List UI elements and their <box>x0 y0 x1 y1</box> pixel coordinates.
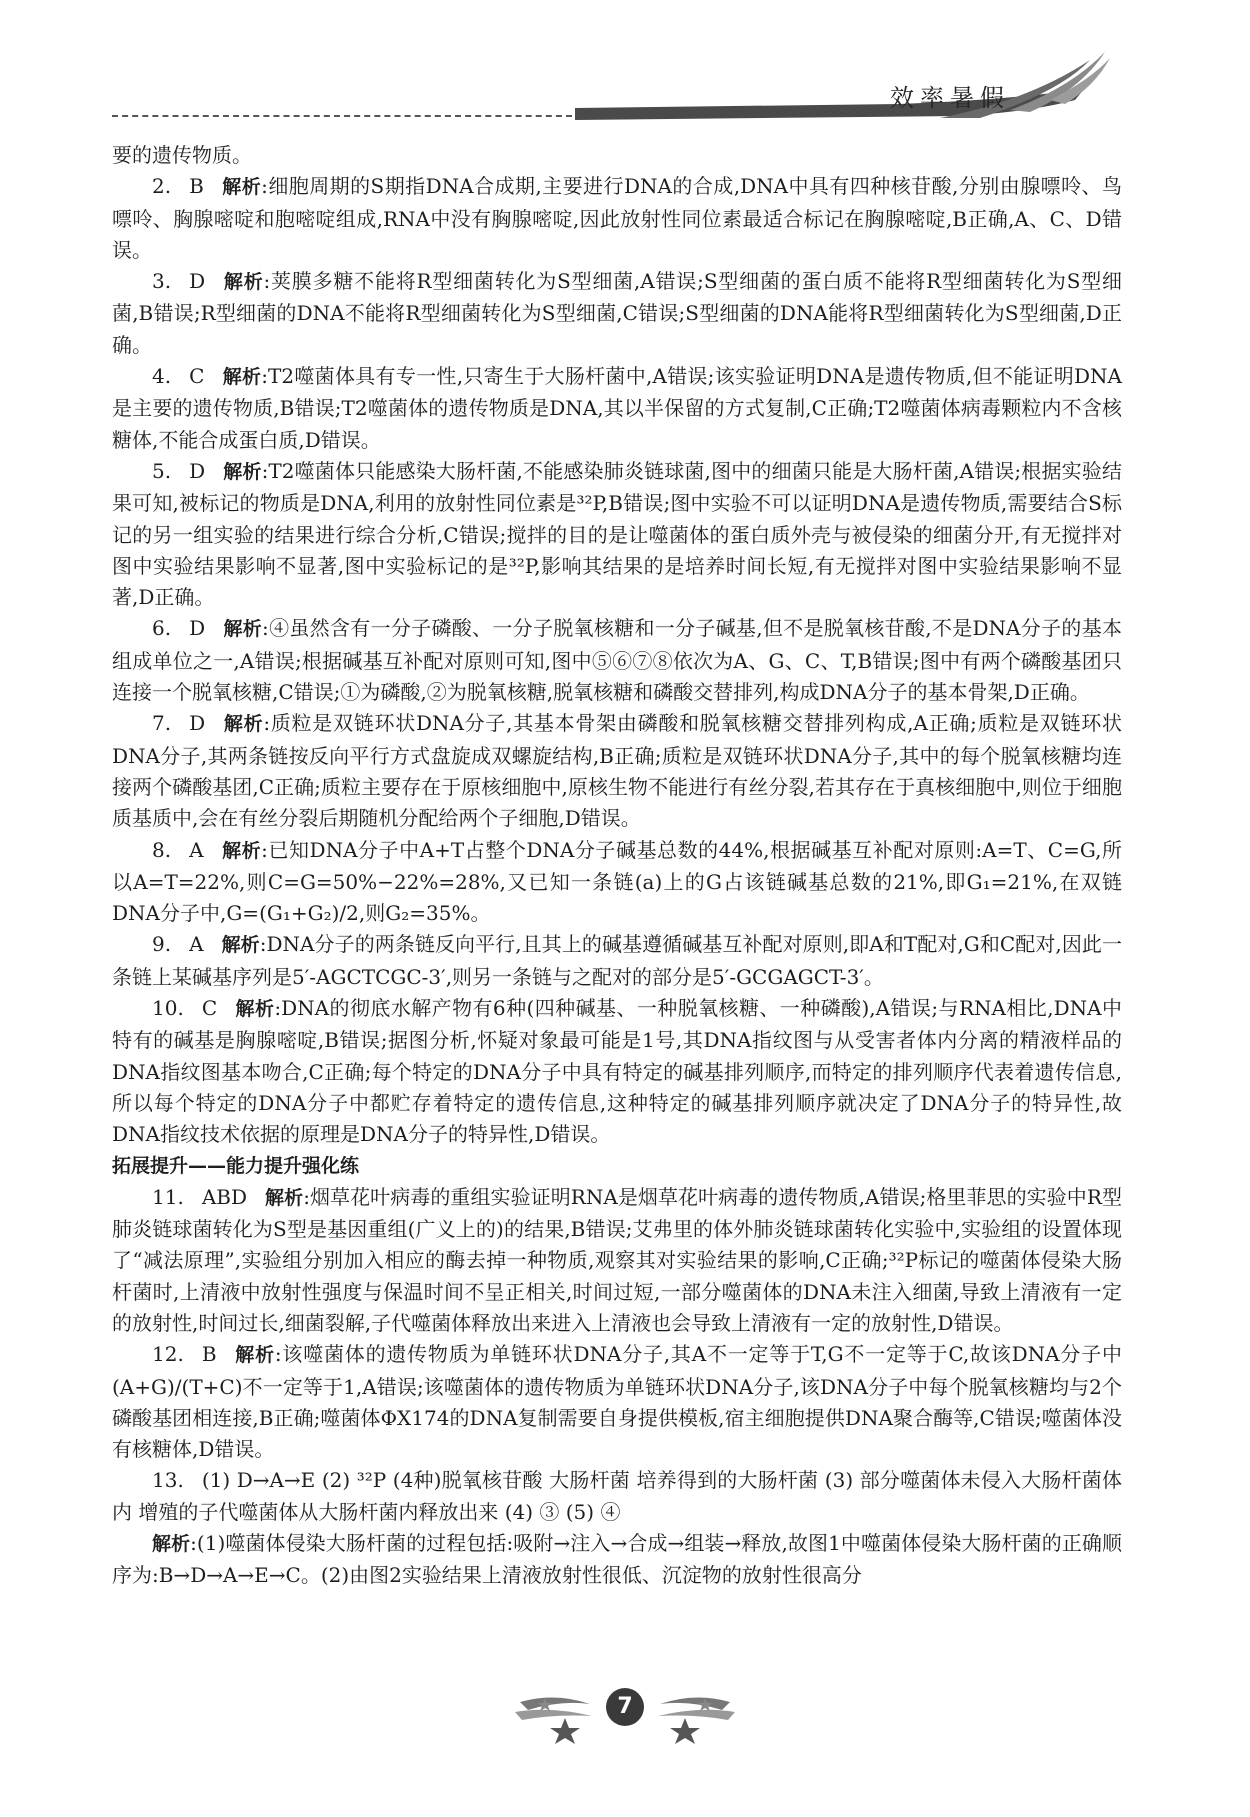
answer-item-8: 8. A 解析:已知DNA分子中A+T占整个DNA分子碱基总数的44%,根据碱基互补配对原则:A=T、C=G,所以A=T=22%,则C=G=50%−22%=28%,又已知一条链(a)上的G占该链碱基总数的21%,即G₁=21%,在双链DNA分子中,G=(G₁+G₂)/2,则G₂=35%。 <box>112 837 1122 926</box>
answer-item-3: 3. D 解析:荚膜多糖不能将R型细菌转化为S型细菌,A错误;S型细菌的蛋白质不能将R型细菌转化为S型细菌,B错误;R型细菌的DNA不能将R型细菌转化为S型细菌,C错误;S型细菌的DNA能将R型细菌转化为S型细菌,D正确。 <box>112 269 1122 357</box>
answer-item-10: 10. C 解析:DNA的彻底水解产物有6种(四种碱基、一种脱氧核糖、一种磷酸),A错误;与RNA相比,DNA中特有的碱基是胸腺嘧啶,B错误;据图分析,怀疑对象最可能是1号,其DNA指纹图与从受害者体内分离的精液样品的DNA指纹图基本吻合,C正确;每个特定的DNA分子中具有特定的碱基排列顺序,而特定的排列顺序代表着遗传信息,所以每个特定的DNA分子中都贮存着特定的遗传信息,这种特定的碱基排列顺序就决定了DNA分子的特异性,故DNA指纹技术依据的原理是DNA分子的特异性,D错误。 <box>112 996 1122 1147</box>
answer-item-13: 13. (1) D→A→E (2) ³²P (4种)脱氧核苷酸 大肠杆菌 培养得到的大肠杆菌 (3) 部分噬菌体未侵入大肠杆菌体内 增殖的子代噬菌体从大肠杆菌内释放出来 (4) ③ (5) ④ <box>112 1468 1122 1524</box>
answer-item-13-analysis: 解析:(1)噬菌体侵染大肠杆菌的过程包括:吸附→注入→合成→组装→释放,故图1中噬菌体侵染大肠杆菌的正确顺序为:B→D→A→E→C。(2)由图2实验结果上清液放射性很低、沉淀物的放射性很高分 <box>112 1531 1122 1588</box>
page-header <box>0 0 1250 130</box>
header-dashed-rule <box>112 115 572 117</box>
answer-item-7: 7. D 解析:质粒是双链环状DNA分子,其基本骨架由磷酸和脱氧核糖交替排列构成,A正确;质粒是双链环状DNA分子,其两条链按反向平行方式盘旋成双螺旋结构,B正确;质粒是双链环状DNA分子,其中的每个脱氧核糖均连接两个磷酸基团,C正确;质粒主要存在于原核细胞中,原核生物不能进行有丝分裂,若其存在于真核细胞中,则位于细胞质基质中,会在有丝分裂后期随机分配给两个子细胞,D错误。 <box>112 711 1122 831</box>
page-number: 7 <box>606 1688 644 1726</box>
answer-content <box>112 140 1122 1592</box>
page-footer <box>0 1680 1250 1760</box>
paragraph: 要的遗传物质。 <box>112 143 252 167</box>
answer-item-9: 9. A 解析:DNA分子的两条链反向平行,且其上的碱基遵循碱基互补配对原则,即A和T配对,G和C配对,因此一条链上某碱基序列是5′-AGCTCGC-3′,则另一条链与之配对的部分是5′-GCGAGCT-3′。 <box>112 932 1122 989</box>
answer-item-4: 4. C 解析:T2噬菌体具有专一性,只寄生于大肠杆菌中,A错误;该实验证明DNA是遗传物质,但不能证明DNA是主要的遗传物质,B错误;T2噬菌体的遗传物质是DNA,其以半保留的方式复制,C正确;T2噬菌体病毒颗粒内不含核糖体,不能合成蛋白质,D错误。 <box>112 364 1122 452</box>
brand-title: 效率暑假 <box>890 84 1010 112</box>
answer-item-5: 5. D 解析:T2噬菌体只能感染大肠杆菌,不能感染肺炎链球菌,图中的细菌只能是大肠杆菌,A错误;根据实验结果可知,被标记的物质是DNA,利用的放射性同位素是³²P,B错误;图中实验不可以证明DNA是遗传物质,需要结合S标记的另一组实验的结果进行综合分析,C错误;搅拌的目的是让噬菌体的蛋白质外壳与被侵染的细菌分开,有无搅拌对图中实验结果影响不显著,图中实验标记的是³²P,影响其结果的是培养时间长短,有无搅拌对图中实验结果影响不显著,D正确。 <box>112 458 1122 610</box>
answer-item-6: 6. D 解析:④虽然含有一分子磷酸、一分子脱氧核糖和一分子碱基,但不是脱氧核苷酸,不是DNA分子的基本组成单位之一,A错误;根据碱基互补配对原则可知,图中⑤⑥⑦⑧依次为A、G、C、T,B错误;图中有两个磷酸基团只连接一个脱氧核糖,C错误;①为磷酸,②为脱氧核糖,脱氧核糖和磷酸交替排列,构成DNA分子的基本骨架,D正确。 <box>112 616 1122 705</box>
answer-item-11: 11. ABD 解析:烟草花叶病毒的重组实验证明RNA是烟草花叶病毒的遗传物质,A错误;格里菲思的实验中R型肺炎链球菌转化为S型是基因重组(广义上的)的结果,B错误;艾弗里的体外肺炎链球菌转化实验中,实验组的设置体现了“减法原理”,实验组分别加入相应的酶去掉一种物质,观察其对实验结果的影响,C正确;³²P标记的噬菌体侵染大肠杆菌时,上清液中放射性强度与保温时间不呈正相关,时间过短,一部分噬菌体的DNA未注入细菌,导致上清液有一定的放射性,时间过长,细菌裂解,子代噬菌体释放出来进入上清液也会导致上清液有一定的放射性,D错误。 <box>112 1184 1122 1335</box>
section-title: 拓展提升——能力提升强化练 <box>112 1154 360 1177</box>
header-swoosh-decoration <box>0 0 1250 130</box>
answer-item-2: 2. B 解析:细胞周期的S期指DNA合成期,主要进行DNA的合成,DNA中具有四种核苷酸,分别由腺嘌呤、鸟嘌呤、胸腺嘧啶和胞嘧啶组成,RNA中没有胸腺嘧啶,因此放射性同位素最适合标记在胸腺嘧啶,B正确,A、C、D错误。 <box>112 174 1122 262</box>
answer-item-12: 12. B 解析:该噬菌体的遗传物质为单链环状DNA分子,其A不一定等于T,G不一定等于C,故该DNA分子中(A+G)/(T+C)不一定等于1,A错误;该噬菌体的遗传物质为单链环状DNA分子,该DNA分子中每个脱氧核糖均与2个磷酸基团相连接,B正确;噬菌体ΦX174的DNA复制需要自身提供模板,宿主细胞提供DNA聚合酶等,C错误;噬菌体没有核糖体,D错误。 <box>112 1342 1122 1462</box>
